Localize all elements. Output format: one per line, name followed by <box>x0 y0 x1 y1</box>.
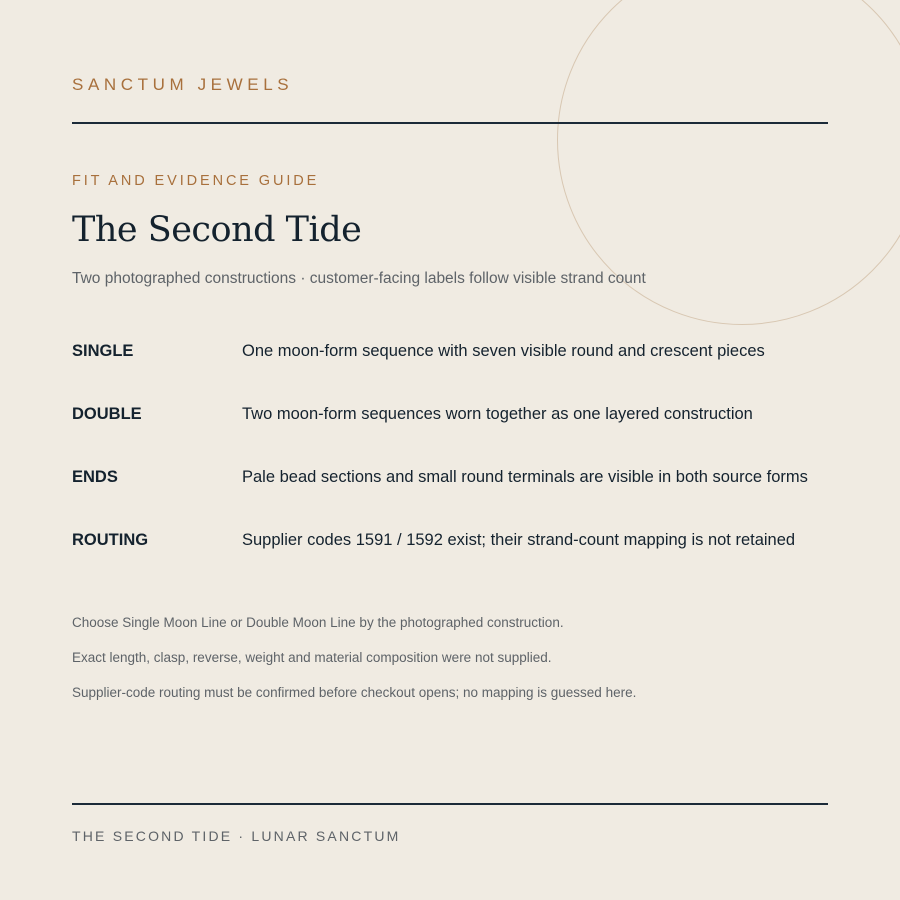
footer-text: THE SECOND TIDE · LUNAR SANCTUM <box>72 828 401 844</box>
header-divider <box>72 122 828 124</box>
section-eyebrow: FIT AND EVIDENCE GUIDE <box>72 173 320 189</box>
spec-row-double <box>72 405 828 429</box>
spec-description: Pale bead sections and small round terminals are visible in both source forms <box>242 468 808 486</box>
page-subtitle: Two photographed constructions · customer-facing labels follow visible strand count <box>72 270 646 287</box>
brand-name: SANCTUM JEWELS <box>72 75 294 94</box>
spec-row-single <box>72 342 828 366</box>
spec-description: Two moon-form sequences worn together as one layered construction <box>242 405 753 423</box>
note-line: Choose Single Moon Line or Double Moon Line by the photographed construction. <box>72 615 564 630</box>
spec-term: DOUBLE <box>72 405 142 423</box>
spec-description: One moon-form sequence with seven visible round and crescent pieces <box>242 342 765 360</box>
spec-term: SINGLE <box>72 342 134 360</box>
spec-description: Supplier codes 1591 / 1592 exist; their strand-count mapping is not retained <box>242 531 796 549</box>
spec-term: ENDS <box>72 468 118 486</box>
note-line: Exact length, clasp, reverse, weight and material composition were not supplied. <box>72 650 552 665</box>
spec-row-routing <box>72 531 828 555</box>
spec-term: ROUTING <box>72 531 149 549</box>
footer-divider <box>72 803 828 805</box>
spec-row-ends <box>72 468 828 492</box>
note-line: Supplier-code routing must be confirmed before checkout opens; no mapping is guessed here. <box>72 685 637 700</box>
page-title: The Second Tide <box>72 210 362 250</box>
